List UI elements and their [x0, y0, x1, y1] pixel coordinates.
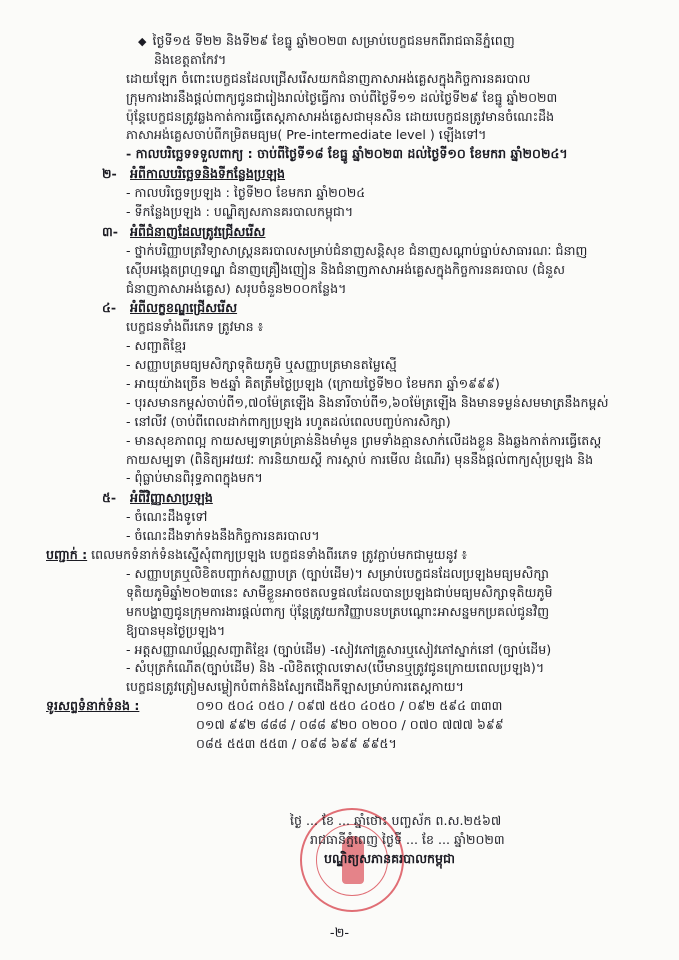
condition-item-cont: កាយសម្បទា (ពិនិត្យអវយវៈ ការនិយាយស្តី ការស្តាប់ ការមើល ដំណើរ) មុននឹងផ្តល់ពាក្យសុំប្រឡង និង: [126, 451, 594, 467]
diamond-bullet-icon: ◆: [138, 35, 147, 48]
document-item: - សំបុត្រកំណើត(ច្បាប់ដើម) និង -លិខិតថ្កោលទោស(បើមានឬត្រូវជូនក្រោយពេលប្រឡង)។: [126, 660, 545, 676]
document-item: - សញ្ញាបត្រឬលិខិតបញ្ជាក់សញ្ញាបត្រ (ច្បាប់ដើម)។ សម្រាប់បេក្ខជនដែលប្រឡងមធ្យមសិក្សា: [126, 565, 549, 581]
note-line: បញ្ជាក់ : ពេលមកទំនាក់ទំនងស្នើសុំពាក្យប្រឡង បេក្ខជនទាំងពីរភេទ ត្រូវភ្ជាប់មកជាមួយនូវ ៖: [46, 547, 468, 563]
lang-paragraph-4: ភាសាអង់គ្លេសចាប់ពីកម្រិតមធ្យម( Pre-intermediate level ) ឡើងទៅ។: [126, 127, 487, 143]
section-5-heading: ៥- អំពីវិញ្ញាសាប្រឡង: [102, 490, 213, 506]
condition-item: - សញ្ជាតិខ្មែរ: [126, 338, 187, 354]
section-3-heading: ៣- អំពីជំនាញដែលត្រូវជ្រើសរើស: [102, 223, 266, 239]
page-number: -២-: [329, 926, 350, 941]
conditions-intro: បេក្ខជនទាំងពីរភេទ ត្រូវមាន ៖: [126, 319, 264, 335]
document-item: - អត្តសញ្ញាណប័ណ្ណសញ្ជាតិខ្មែរ (ច្បាប់ដើម) -សៀវភៅគ្រួសារឬសៀវភៅស្នាក់នៅ (ច្បាប់ដើម): [126, 641, 552, 657]
schedule-bullet-cont: និងខេត្តតាកែវ។: [154, 51, 227, 67]
contact-label: ទូរសព្ទទំនាក់ទំនង :: [46, 698, 140, 714]
date-lunar: ថ្ងៃ ... ខែ ... ឆ្នាំថោះ បញ្ចស័ក ព.ស.២៥៦៧: [290, 813, 502, 828]
lang-paragraph-3: ប៉ុន្តែបេក្ខជនត្រូវឆ្លងកាត់ការធ្វើតេស្តភាសាអង់គ្លេសជាមុនសិន ដោយបេក្ខជនត្រូវមានចំណេះដឹង: [126, 108, 555, 124]
condition-item: - ពុំធ្លាប់មានពិរុទ្ធភាពក្នុងមក។: [126, 470, 263, 486]
document-item-cont: មកបង្ហាញជូនក្រុមការងារផ្តល់ពាក្យ ប៉ុន្តែត្រូវយកវិញ្ញាបនបត្របណ្តោះអាសន្នមកប្រគល់ជូនវិញ: [126, 603, 550, 619]
exam-subject: - ចំណេះដឹងទូទៅ: [126, 509, 208, 525]
document-item-cont: ឱ្យបានមុនថ្ងៃប្រឡង។: [126, 622, 226, 638]
organization-name: បណ្ឌិត្យសភានគរបាលកម្ពុជា: [324, 850, 456, 866]
exam-date: - កាលបរិច្ឆេទប្រឡង : ថ្ងៃទី២០ ខែមករា ឆ្នាំ២០២៤: [126, 185, 366, 201]
application-deadline: - កាលបរិច្ឆេទទទួលពាក្យ : ចាប់ពីថ្ងៃទី១៨ ខែធ្នូ ឆ្នាំ២០២៣ ដល់ថ្ងៃទី១០ ខែមករា ឆ្នាំ២០២៤។: [126, 146, 568, 162]
contact-phones-row: [46, 697, 648, 716]
phone-numbers: ០៨៥ ៥៥៣ ៥៥៣ / ០៩៨ ៦៩៩ ៩៩៥។: [196, 735, 397, 751]
document-item: បេក្ខជនត្រូវត្រៀមសម្លៀកបំពាក់និងស្បែកជើងកីឡាសម្រាប់ការតេស្តកាយ។: [126, 679, 464, 695]
exam-subject: - ចំណេះដឹងទាក់ទងនឹងកិច្ចការនគរបាល។: [126, 528, 320, 544]
phone-numbers: ០១៧ ៩៩២ ៨៨៨ / ០៨៨ ៩២០ ០២០០ / ០៧០ ៧៧៧ ៦៩៩: [196, 717, 504, 733]
signature-block: [290, 812, 650, 869]
date-solar: រាជធានីភ្នំពេញ ថ្ងៃទី ... ខែ ... ឆ្នាំ២០២៣: [310, 831, 505, 847]
skills-line-3: ជំនាញភាសាអង់គ្លេស) សរុបចំនួន២០០កន្លែង។: [126, 280, 347, 296]
document-body: [46, 32, 648, 754]
lang-paragraph-2: ក្រុមការងារនឹងផ្តល់ពាក្យជូនជារៀងរាល់ថ្ងៃធ្វើការ ចាប់ពីថ្ងៃទី១១ ដល់ថ្ងៃទី២៩ ខែធ្នូ ឆ្នាំ២០២៣: [126, 89, 558, 105]
condition-item: - សញ្ញាបត្រមធ្យមសិក្សាទុតិយភូមិ ឬសញ្ញាបត្រមានតម្លៃស្មើ: [126, 357, 397, 373]
document-item-cont: ទុតិយភូមិឆ្នាំ២០២៣នេះ សាមីខ្លួនអាចថតលទ្ធផលដែលបានប្រឡងជាប់មធ្យមសិក្សាទុតិយភូមិ: [126, 584, 553, 600]
skills-line-1: - ថ្នាក់បរិញ្ញាបត្រវិទ្យាសាស្ត្រនគរបាលសម្រាប់ជំនាញសន្តិសុខ ជំនាញសណ្តាប់ធ្នាប់សាធារណៈ ជំនាញ: [126, 242, 588, 258]
skills-line-2: ស៊ើបអង្កេតព្រហ្មទណ្ឌ ជំនាញគ្រឿងញៀន និងជំនាញភាសាអង់គ្លេសក្នុងកិច្ចការនគរបាល (ជំនួស: [126, 261, 566, 277]
section-2-heading: ២- អំពីកាលបរិច្ឆេទនិងទីកន្លែងប្រឡង: [102, 166, 286, 182]
lang-paragraph-1: ដោយឡែក ចំពោះបេក្ខជនដែលជ្រើសរើសយកជំនាញភាសាអង់គ្លេសក្នុងកិច្ចការនគរបាល: [126, 70, 531, 86]
note-label: បញ្ជាក់ :: [46, 547, 88, 563]
condition-item: - មានសុខភាពល្អ កាយសម្បទាគ្រប់គ្រាន់និងមាំមួន ព្រមទាំងគ្មានសាក់លើដងខ្លួន និងឆ្លងកាត់ការធ្វើតេស្ត: [126, 432, 602, 448]
exam-place: - ទីកន្លែងប្រឡង : បណ្ឌិត្យសភានគរបាលកម្ពុជា។: [126, 204, 354, 220]
condition-item: - បុរសមានកម្ពស់ចាប់ពី១,៧០ម៉ែត្រឡើង និងនារីចាប់ពី១,៦០ម៉ែត្រឡើង និងមានទម្ងន់សមមាត្រនឹងកម្ពស់: [126, 394, 609, 410]
condition-item: - អាយុយ៉ាងច្រើន ២៥ឆ្នាំ គិតត្រឹមថ្ងៃប្រឡង (ក្រោយថ្ងៃទី២០ ខែមករា ឆ្នាំ១៩៩៩): [126, 376, 500, 392]
condition-item: - នៅលីវ (ចាប់ពីពេលដាក់ពាក្យប្រឡង រហូតដល់ពេលបញ្ចប់ការសិក្សា): [126, 413, 451, 429]
phone-numbers: ០១០ ៥០៤ ០៥០ / ០៩៧ ៥៥០ ៤០៥០ / ០៩២ ៥៩៤ ៣៣៣: [196, 698, 503, 714]
section-4-heading: ៤- អំពីលក្ខខណ្ឌជ្រើសរើស: [102, 300, 238, 316]
schedule-bullet: ◆ ថ្ងៃទី១៥ ទី២២ និងទី២៩ ខែធ្នូ ឆ្នាំ២០២៣ សម្រាប់បេក្ខជនមកពីរាជធានីភ្នំពេញ: [138, 33, 515, 48]
